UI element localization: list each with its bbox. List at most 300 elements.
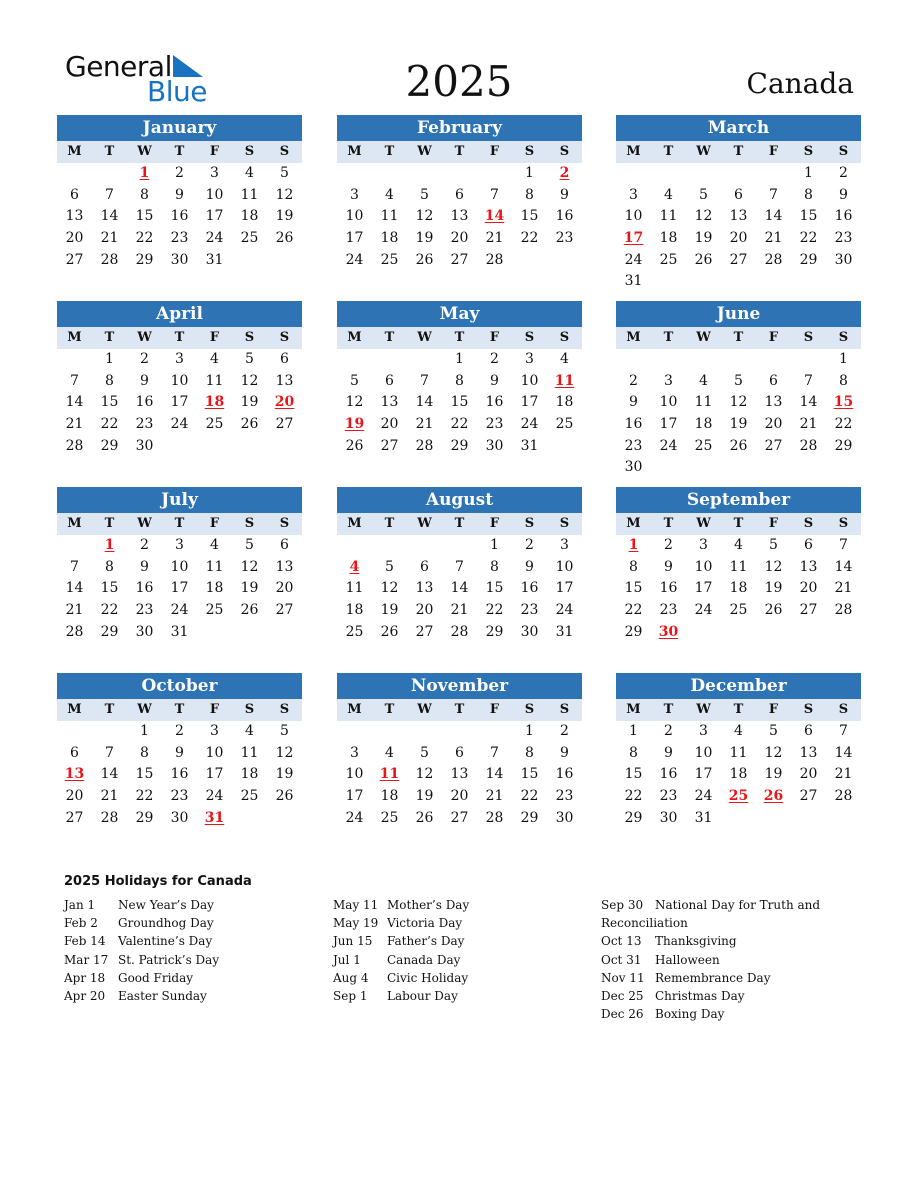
weekday-label: W [137, 330, 152, 345]
day-cell: 27 [729, 251, 748, 268]
day-cell: 5 [769, 723, 778, 739]
day-cell: 25 [380, 251, 399, 268]
holiday-name: Boxing Day [655, 1007, 725, 1022]
month-header: September [616, 487, 861, 513]
day-cell: 24 [694, 602, 713, 619]
day-cell: 7 [490, 186, 499, 203]
day-cell: 12 [380, 580, 399, 597]
day-cell: 14 [100, 766, 119, 783]
holiday-day-cell: 1 [104, 537, 115, 553]
month-header: February [337, 115, 582, 141]
day-cell: 22 [100, 416, 119, 433]
day-cell: 26 [345, 437, 364, 454]
day-cell: 19 [415, 788, 434, 805]
day-cell: 24 [624, 251, 643, 268]
weekday-label: W [417, 144, 432, 159]
weekday-label: T [663, 516, 674, 531]
day-cell: 4 [385, 744, 394, 761]
day-cell: 29 [135, 809, 154, 826]
day-cell: 30 [135, 437, 154, 454]
holiday-date: Jul 1 [333, 952, 361, 967]
day-cell: 6 [804, 537, 813, 553]
day-cell: 30 [135, 623, 154, 640]
holidays-column [601, 896, 820, 1023]
day-cell: 13 [275, 372, 294, 389]
day-cell: 13 [65, 208, 84, 225]
empty-cell [407, 721, 442, 743]
holidays-column [333, 896, 469, 1005]
day-cell: 7 [105, 744, 114, 761]
day-cell: 19 [240, 394, 259, 411]
day-cell: 26 [275, 230, 294, 247]
day-cell: 18 [659, 230, 678, 247]
holiday-item [333, 969, 469, 987]
day-cell: 4 [210, 537, 219, 553]
day-cell: 15 [450, 394, 469, 411]
weekday-label: M [347, 516, 362, 531]
day-cell: 5 [420, 744, 429, 761]
empty-cell [337, 349, 372, 371]
day-cell: 3 [350, 744, 359, 761]
day-cell: 20 [450, 788, 469, 805]
holiday-date: Nov 11 [601, 970, 645, 985]
day-cell: 20 [380, 416, 399, 433]
day-cell: 7 [769, 186, 778, 203]
holiday-item [601, 1005, 820, 1023]
day-cell: 22 [624, 788, 643, 805]
day-cell: 8 [839, 372, 848, 389]
day-cell: 10 [624, 208, 643, 225]
day-cell: 17 [345, 788, 364, 805]
weekday-label: S [279, 702, 290, 717]
day-cell: 10 [170, 372, 189, 389]
day-cell: 1 [629, 723, 638, 739]
month-september [616, 487, 861, 643]
day-cell: 17 [659, 416, 678, 433]
holiday-name: Remembrance Day [655, 970, 771, 985]
weekday-label: M [626, 144, 641, 159]
day-cell: 12 [240, 558, 259, 575]
day-cell: 1 [804, 165, 813, 181]
empty-cell [721, 349, 756, 371]
day-cell: 11 [205, 372, 224, 389]
day-cell: 5 [245, 351, 254, 367]
weekday-label: F [489, 330, 500, 345]
day-cell: 3 [525, 351, 534, 367]
day-cell: 31 [520, 437, 539, 454]
day-cell: 8 [525, 744, 534, 761]
day-cell: 15 [135, 766, 154, 783]
month-header: August [337, 487, 582, 513]
weekday-label: F [489, 144, 500, 159]
weekday-label: T [384, 330, 395, 345]
day-cell: 13 [799, 558, 818, 575]
weekday-label: T [733, 330, 744, 345]
day-cell: 6 [280, 351, 289, 367]
day-cell: 27 [275, 602, 294, 619]
day-cell: 21 [834, 580, 853, 597]
day-cell: 21 [799, 416, 818, 433]
weekday-label: S [279, 144, 290, 159]
days-grid [57, 721, 302, 829]
day-cell: 3 [699, 723, 708, 739]
month-header: June [616, 301, 861, 327]
holiday-date: Mar 17 [64, 952, 109, 967]
day-cell: 20 [764, 416, 783, 433]
holiday-date: Aug 4 [333, 970, 369, 985]
day-cell: 15 [100, 580, 119, 597]
weekday-label: T [663, 702, 674, 717]
holiday-item [333, 896, 469, 914]
day-cell: 28 [415, 437, 434, 454]
day-cell: 1 [839, 351, 848, 367]
weekday-label: T [663, 144, 674, 159]
day-cell: 17 [555, 580, 574, 597]
empty-cell [791, 349, 826, 371]
day-cell: 11 [380, 208, 399, 225]
weekday-label: M [347, 144, 362, 159]
day-cell: 20 [729, 230, 748, 247]
day-cell: 5 [699, 186, 708, 203]
weekday-label: S [559, 330, 570, 345]
day-cell: 16 [485, 394, 504, 411]
weekday-label: S [244, 330, 255, 345]
day-cell: 15 [799, 208, 818, 225]
day-cell: 6 [420, 558, 429, 575]
day-cell: 29 [624, 809, 643, 826]
weekday-label: T [733, 702, 744, 717]
day-cell: 29 [100, 623, 119, 640]
month-march [616, 115, 861, 293]
weekday-label: S [279, 516, 290, 531]
day-cell: 8 [140, 744, 149, 761]
day-cell: 22 [520, 788, 539, 805]
day-cell: 5 [280, 723, 289, 739]
day-cell: 27 [275, 416, 294, 433]
day-cell: 8 [105, 372, 114, 389]
weekday-label: M [347, 702, 362, 717]
month-header: November [337, 673, 582, 699]
holiday-day-cell: 15 [833, 394, 854, 411]
weekday-label: F [209, 516, 220, 531]
day-cell: 19 [764, 766, 783, 783]
holiday-name: Victoria Day [387, 916, 463, 931]
weekday-label: S [524, 516, 535, 531]
day-cell: 3 [560, 537, 569, 553]
weekday-label: T [384, 702, 395, 717]
day-cell: 13 [450, 766, 469, 783]
day-cell: 15 [135, 208, 154, 225]
holiday-day-cell: 20 [274, 394, 295, 411]
holiday-date: Feb 14 [64, 934, 106, 949]
empty-cell [686, 163, 721, 185]
day-cell: 20 [450, 230, 469, 247]
empty-cell [442, 721, 477, 743]
empty-cell [337, 721, 372, 743]
weekday-label: S [244, 702, 255, 717]
day-cell: 17 [345, 230, 364, 247]
day-cell: 16 [834, 208, 853, 225]
day-cell: 13 [380, 394, 399, 411]
day-cell: 13 [764, 394, 783, 411]
day-cell: 12 [345, 394, 364, 411]
empty-cell [57, 163, 92, 185]
holiday-day-cell: 1 [139, 165, 150, 181]
day-cell: 15 [624, 766, 643, 783]
holiday-date: Apr 18 [64, 970, 106, 985]
day-cell: 19 [380, 602, 399, 619]
day-cell: 24 [170, 416, 189, 433]
day-cell: 2 [140, 351, 149, 367]
day-cell: 27 [65, 809, 84, 826]
weekday-label: S [524, 702, 535, 717]
day-cell: 24 [694, 788, 713, 805]
weekday-label: M [67, 516, 82, 531]
day-cell: 6 [769, 372, 778, 389]
day-cell: 5 [734, 372, 743, 389]
weekday-row [337, 327, 582, 349]
weekday-row [57, 141, 302, 163]
day-cell: 22 [135, 230, 154, 247]
weekday-label: W [696, 144, 711, 159]
weekday-label: W [417, 516, 432, 531]
day-cell: 23 [555, 788, 574, 805]
day-cell: 29 [100, 437, 119, 454]
day-cell: 1 [105, 351, 114, 367]
day-cell: 12 [764, 558, 783, 575]
holiday-name: Labour Day [387, 989, 458, 1004]
day-cell: 1 [525, 165, 534, 181]
day-cell: 27 [450, 251, 469, 268]
weekday-label: W [417, 702, 432, 717]
holiday-date: Oct 13 [601, 934, 642, 949]
day-cell: 8 [140, 186, 149, 203]
day-cell: 12 [415, 766, 434, 783]
day-cell: 31 [555, 623, 574, 640]
weekday-label: F [209, 702, 220, 717]
day-cell: 6 [385, 372, 394, 389]
days-grid [57, 535, 302, 643]
weekday-label: S [524, 330, 535, 345]
weekday-label: W [696, 330, 711, 345]
holiday-item [601, 896, 820, 914]
weekday-label: W [417, 330, 432, 345]
day-cell: 29 [520, 809, 539, 826]
weekday-label: T [454, 144, 465, 159]
empty-cell [372, 349, 407, 371]
day-cell: 8 [629, 558, 638, 575]
day-cell: 23 [659, 602, 678, 619]
day-cell: 21 [65, 602, 84, 619]
day-cell: 13 [275, 558, 294, 575]
weekday-label: F [209, 144, 220, 159]
day-cell: 22 [834, 416, 853, 433]
days-grid [337, 349, 582, 457]
day-cell: 17 [520, 394, 539, 411]
day-cell: 7 [839, 723, 848, 739]
day-cell: 12 [694, 208, 713, 225]
day-cell: 22 [450, 416, 469, 433]
empty-cell [477, 721, 512, 743]
day-cell: 22 [100, 602, 119, 619]
day-cell: 15 [485, 580, 504, 597]
empty-cell [442, 163, 477, 185]
month-may [337, 301, 582, 457]
weekday-label: S [838, 144, 849, 159]
weekday-label: W [137, 516, 152, 531]
day-cell: 12 [275, 186, 294, 203]
day-cell: 26 [240, 416, 259, 433]
empty-cell [756, 349, 791, 371]
logo-triangle-icon [173, 55, 203, 77]
weekday-label: T [384, 516, 395, 531]
day-cell: 5 [420, 186, 429, 203]
day-cell: 18 [380, 230, 399, 247]
holiday-day-cell: 18 [204, 394, 225, 411]
weekday-label: M [626, 330, 641, 345]
weekday-label: T [174, 330, 185, 345]
days-grid [616, 163, 861, 293]
empty-cell [756, 163, 791, 185]
day-cell: 20 [799, 766, 818, 783]
weekday-label: T [104, 516, 115, 531]
day-cell: 17 [205, 208, 224, 225]
weekday-label: F [768, 702, 779, 717]
day-cell: 31 [694, 809, 713, 826]
generalblue-logo [65, 50, 215, 110]
day-cell: 7 [420, 372, 429, 389]
holiday-day-cell: 19 [344, 416, 365, 433]
day-cell: 23 [485, 416, 504, 433]
day-cell: 1 [490, 537, 499, 553]
day-cell: 7 [490, 744, 499, 761]
day-cell: 12 [275, 744, 294, 761]
day-cell: 2 [560, 723, 569, 739]
day-cell: 14 [415, 394, 434, 411]
days-grid [337, 163, 582, 271]
day-cell: 7 [839, 537, 848, 553]
empty-cell [407, 349, 442, 371]
day-cell: 28 [100, 251, 119, 268]
weekday-row [337, 513, 582, 535]
day-cell: 14 [834, 744, 853, 761]
day-cell: 24 [345, 251, 364, 268]
weekday-label: S [524, 144, 535, 159]
day-cell: 14 [65, 394, 84, 411]
day-cell: 9 [490, 372, 499, 389]
day-cell: 2 [629, 372, 638, 389]
day-cell: 30 [659, 809, 678, 826]
holiday-name: Mother’s Day [387, 898, 470, 912]
day-cell: 21 [834, 766, 853, 783]
day-cell: 7 [105, 186, 114, 203]
weekday-label: M [67, 330, 82, 345]
weekday-label: S [559, 516, 570, 531]
day-cell: 1 [140, 723, 149, 739]
day-cell: 11 [659, 208, 678, 225]
month-june [616, 301, 861, 479]
month-july [57, 487, 302, 643]
day-cell: 25 [659, 251, 678, 268]
day-cell: 30 [624, 459, 643, 476]
days-grid [616, 721, 861, 829]
weekday-label: T [174, 516, 185, 531]
holiday-date: Jun 15 [333, 934, 373, 949]
day-cell: 8 [525, 186, 534, 203]
days-grid [616, 349, 861, 479]
day-cell: 16 [135, 394, 154, 411]
days-grid [57, 349, 302, 457]
day-cell: 21 [415, 416, 434, 433]
weekday-label: S [838, 516, 849, 531]
day-cell: 25 [240, 230, 259, 247]
day-cell: 8 [804, 186, 813, 203]
day-cell: 26 [275, 788, 294, 805]
day-cell: 16 [659, 580, 678, 597]
holiday-day-cell: 11 [379, 766, 400, 783]
weekday-label: M [626, 516, 641, 531]
day-cell: 6 [455, 744, 464, 761]
weekday-label: T [663, 330, 674, 345]
day-cell: 23 [659, 788, 678, 805]
day-cell: 19 [240, 580, 259, 597]
day-cell: 27 [764, 437, 783, 454]
country-title: Canada [746, 67, 854, 100]
day-cell: 10 [694, 744, 713, 761]
holiday-name: Canada Day [387, 952, 461, 967]
day-cell: 29 [135, 251, 154, 268]
day-cell: 2 [525, 537, 534, 553]
day-cell: 28 [764, 251, 783, 268]
weekday-label: M [626, 702, 641, 717]
weekday-label: S [803, 330, 814, 345]
day-cell: 9 [525, 558, 534, 575]
holiday-item [333, 932, 469, 950]
day-cell: 29 [450, 437, 469, 454]
day-cell: 18 [205, 580, 224, 597]
month-header: October [57, 673, 302, 699]
weekday-label: F [489, 516, 500, 531]
day-cell: 8 [490, 558, 499, 575]
day-cell: 2 [664, 723, 673, 739]
day-cell: 28 [799, 437, 818, 454]
day-cell: 20 [799, 580, 818, 597]
weekday-label: S [279, 330, 290, 345]
day-cell: 14 [65, 580, 84, 597]
day-cell: 21 [450, 602, 469, 619]
day-cell: 10 [205, 744, 224, 761]
day-cell: 26 [415, 251, 434, 268]
day-cell: 7 [70, 372, 79, 389]
day-cell: 10 [205, 186, 224, 203]
holiday-name-continued: Reconciliation [601, 916, 688, 931]
day-cell: 31 [170, 623, 189, 640]
day-cell: 28 [834, 602, 853, 619]
day-cell: 29 [485, 623, 504, 640]
holiday-name: Easter Sunday [118, 989, 207, 1004]
day-cell: 26 [764, 602, 783, 619]
day-cell: 30 [485, 437, 504, 454]
day-cell: 16 [659, 766, 678, 783]
day-cell: 22 [520, 230, 539, 247]
empty-cell [407, 163, 442, 185]
day-cell: 17 [170, 580, 189, 597]
day-cell: 21 [100, 230, 119, 247]
day-cell: 30 [520, 623, 539, 640]
holiday-item [64, 969, 219, 987]
empty-cell [407, 535, 442, 557]
day-cell: 8 [105, 558, 114, 575]
